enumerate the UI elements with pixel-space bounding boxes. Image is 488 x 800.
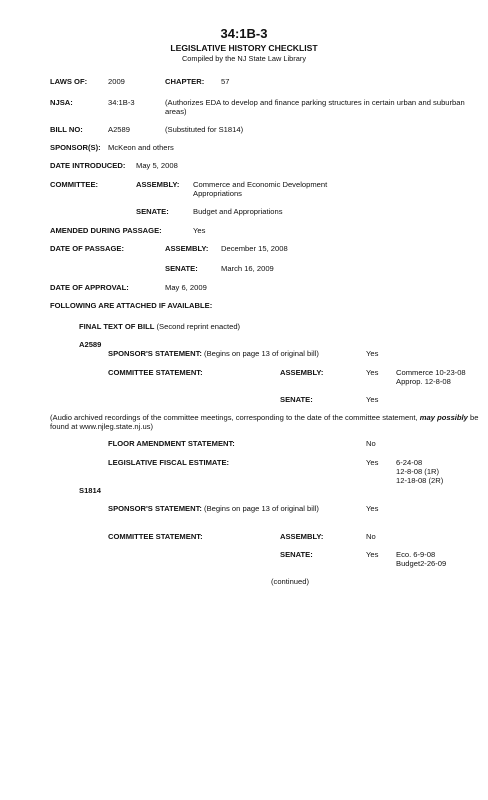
date-introduced-label: DATE INTRODUCED: <box>50 161 126 170</box>
njsa-label: NJSA: <box>50 98 73 107</box>
s1814-committee-statement-label: COMMITTEE STATEMENT: <box>108 532 203 541</box>
attached-heading: FOLLOWING ARE ATTACHED IF AVAILABLE: <box>50 301 213 310</box>
document-title: LEGISLATIVE HISTORY CHECKLIST <box>170 43 318 53</box>
s1814-assembly-label: ASSEMBLY: <box>280 532 324 541</box>
approval-value: May 6, 2009 <box>165 283 207 292</box>
amended-label: AMENDED DURING PASSAGE: <box>50 226 162 235</box>
s1814-senate-value: Yes <box>366 550 379 559</box>
passage-senate-value: March 16, 2009 <box>221 264 274 273</box>
s1814-sponsor-statement-row <box>108 504 319 513</box>
njsa-description: (Authorizes EDA to develop and finance parking structures in certain urban and suburban areas) <box>165 98 465 117</box>
s1814-sponsor-statement-value: Yes <box>366 504 379 513</box>
laws-of-label: LAWS OF: <box>50 77 88 86</box>
a2589-assembly-value: Yes <box>366 368 379 377</box>
fiscal-estimate-detail-1: 6-24-08 <box>396 458 423 467</box>
a2589-committee-statement-label: COMMITTEE STATEMENT: <box>108 368 203 377</box>
njsa-value: 34:1B-3 <box>108 98 135 107</box>
sponsors-value: McKeon and others <box>108 143 174 152</box>
laws-of-value: 2009 <box>108 77 125 86</box>
committee-senate-label: SENATE: <box>136 207 169 216</box>
a2589-sponsor-statement-row <box>108 349 319 358</box>
audio-archive-note <box>50 413 482 432</box>
a2589-senate-value: Yes <box>366 395 379 404</box>
sponsors-label: SPONSOR(S): <box>50 143 101 152</box>
s1814-senate-label: SENATE: <box>280 550 313 559</box>
a2589-sponsor-statement-note: (Begins on page 13 of original bill) <box>204 349 319 358</box>
floor-amendment-value: No <box>366 439 376 448</box>
approval-label: DATE OF APPROVAL: <box>50 283 129 292</box>
final-text-label: FINAL TEXT OF BILL <box>79 322 155 331</box>
bill-no-value: A2589 <box>108 125 130 134</box>
s1814-senate-detail-2: Budget2-26-09 <box>396 559 447 568</box>
amended-value: Yes <box>193 226 206 235</box>
s1814-sponsor-statement-label: SPONSOR'S STATEMENT: <box>108 504 202 513</box>
s1814-senate-detail-1: Eco. 6-9-08 <box>396 550 436 559</box>
audio-note-link-text: be found at www.njleg.state.nj.us) <box>50 413 479 432</box>
passage-assembly-label: ASSEMBLY: <box>165 244 209 253</box>
date-introduced-value: May 5, 2008 <box>136 161 178 170</box>
a2589-assembly-detail-1: Commerce 10-23-08 <box>396 368 466 377</box>
committee-assembly-value: Commerce and Economic Development Appropriations <box>193 180 328 199</box>
bill-no-note: (Substituted for S1814) <box>165 125 244 134</box>
fiscal-estimate-value: Yes <box>366 458 379 467</box>
audio-note-text: (Audio archived recordings of the committee meetings, corresponding to the date of the committee statement, <box>50 413 420 422</box>
s1814-section-label: S1814 <box>79 486 101 495</box>
committee-assembly-label: ASSEMBLY: <box>136 180 180 189</box>
a2589-section-label: A2589 <box>79 340 102 349</box>
passage-assembly-value: December 15, 2008 <box>221 244 288 253</box>
fiscal-estimate-label: LEGISLATIVE FISCAL ESTIMATE: <box>108 458 230 467</box>
compiled-by: Compiled by the NJ State Law Library <box>181 54 307 63</box>
a2589-sponsor-statement-value: Yes <box>366 349 379 358</box>
committee-senate-value: Budget and Appropriations <box>193 207 283 216</box>
committee-label: COMMITTEE: <box>50 180 99 189</box>
continued-note: (continued) <box>271 577 309 586</box>
document-code: 34:1B-3 <box>220 26 268 41</box>
s1814-assembly-value: No <box>366 532 376 541</box>
a2589-senate-label: SENATE: <box>280 395 313 404</box>
passage-label: DATE OF PASSAGE: <box>50 244 124 253</box>
chapter-value: 57 <box>221 77 230 86</box>
s1814-sponsor-statement-note: (Begins on page 13 of original bill) <box>204 504 319 513</box>
passage-senate-label: SENATE: <box>165 264 198 273</box>
a2589-sponsor-statement-label: SPONSOR'S STATEMENT: <box>108 349 202 358</box>
a2589-assembly-detail-2: Approp. 12-8-08 <box>396 377 451 386</box>
audio-note-emphasis: may possibly <box>419 413 468 422</box>
fiscal-estimate-detail-3: 12-18-08 (2R) <box>396 476 444 485</box>
final-text-row <box>79 322 240 331</box>
a2589-assembly-label: ASSEMBLY: <box>280 368 324 377</box>
chapter-label: CHAPTER: <box>165 77 205 86</box>
bill-no-label: BILL NO: <box>50 125 83 134</box>
final-text-note: (Second reprint enacted) <box>156 322 241 331</box>
fiscal-estimate-detail-2: 12-8-08 (1R) <box>396 467 440 476</box>
floor-amendment-label: FLOOR AMENDMENT STATEMENT: <box>108 439 235 448</box>
